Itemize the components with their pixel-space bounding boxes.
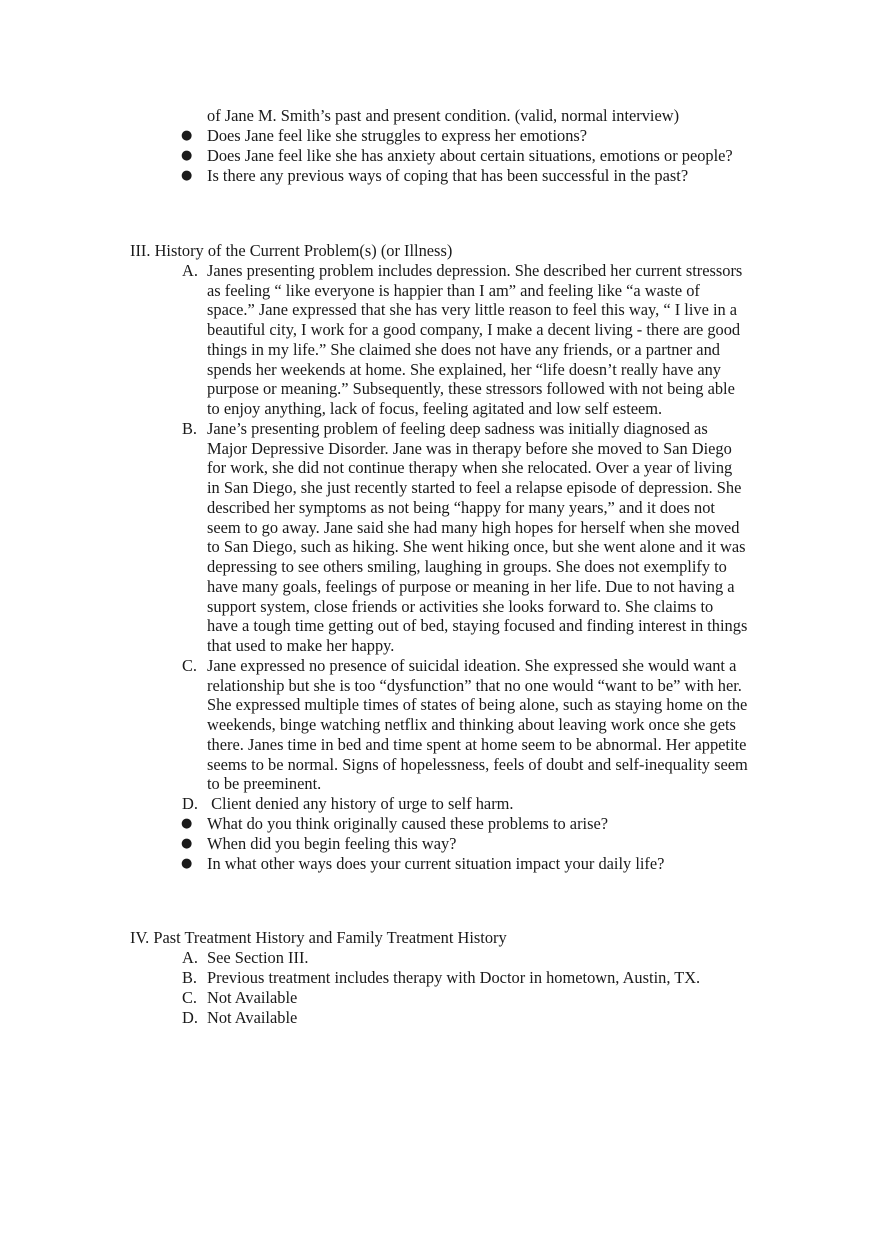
- bullet-icon: ●: [181, 836, 193, 851]
- item-marker-b: B.: [182, 968, 198, 987]
- section-4-heading: IV. Past Treatment History and Family Treatment History: [130, 928, 507, 947]
- paragraph-line: seem to go away. Jane said she had many high hopes for herself when she moved: [207, 518, 740, 537]
- paragraph-line: spends her weekends at home. She explained, her “life doesn’t really have any: [207, 360, 721, 379]
- paragraph-line: things in my life.” She claimed she does not have any friends, or a partner and: [207, 340, 720, 359]
- paragraph-line: space.” Jane expressed that she has very little reason to feel this way, “ I live in a: [207, 300, 738, 319]
- item-marker-d: D.: [182, 1008, 198, 1027]
- paragraph-line: weekends, binge watching netflix and thinking about leaving work once she gets: [207, 715, 736, 734]
- paragraph-line: Jane expressed no presence of suicidal ideation. She expressed she would want a: [207, 656, 737, 675]
- section-3-heading: III. History of the Current Problem(s) (or Illness): [130, 241, 453, 260]
- paragraph-line: as feeling “ like everyone is happier than I am” and feeling like “a waste of: [207, 281, 700, 300]
- item-marker-c: C.: [182, 656, 198, 675]
- paragraph-line: have many goals, feelings of purpose or meaning in her life. Due to not having a: [207, 577, 735, 596]
- paragraph-line: Jane’s presenting problem of feeling deep sadness was initially diagnosed as: [207, 419, 708, 438]
- intro-question: Does Jane feel like she struggles to express her emotions?: [207, 126, 588, 145]
- paragraph-line: to San Diego, such as hiking. She went hiking once, but she went alone and it was: [207, 537, 746, 556]
- paragraph-line: have a tough time getting out of bed, staying focused and finding interest in things: [207, 616, 748, 635]
- item-marker-c: C.: [182, 988, 198, 1007]
- paragraph-line: support system, close friends or activities she looks forward to. She claims to: [207, 597, 714, 616]
- list-item-text: Not Available: [207, 1008, 298, 1027]
- paragraph-line: to enjoy anything, lack of focus, feeling agitated and low self esteem.: [207, 399, 663, 418]
- bullet-icon: ●: [181, 816, 193, 831]
- paragraph-line: to be preeminent.: [207, 774, 322, 793]
- list-item-text: Not Available: [207, 988, 298, 1007]
- bullet-icon: ●: [181, 168, 193, 183]
- intro-continuation: of Jane M. Smith’s past and present condition. (valid, normal interview): [207, 106, 680, 125]
- item-marker-b: B.: [182, 419, 198, 438]
- item-marker-a: A.: [182, 261, 198, 280]
- paragraph-line: depressing to see others smiling, laughing in groups. She does not exemplify to: [207, 557, 727, 576]
- item-marker-a: A.: [182, 948, 198, 967]
- paragraph-line: Janes presenting problem includes depression. She described her current stressors: [207, 261, 743, 280]
- paragraph-line: seems to be normal. Signs of hopelessness, feels of doubt and self-inequality seem: [207, 755, 748, 774]
- list-item-text: Previous treatment includes therapy with Doctor in hometown, Austin, TX.: [207, 968, 701, 987]
- section-3-question: What do you think originally caused these problems to arise?: [207, 814, 609, 833]
- paragraph-line: described her symptoms as not being “happy for many years,” and it does not: [207, 498, 715, 517]
- intro-question: Is there any previous ways of coping that has been successful in the past?: [207, 166, 689, 185]
- paragraph-line: that used to make her happy.: [207, 636, 395, 655]
- intro-question: Does Jane feel like she has anxiety about certain situations, emotions or people?: [207, 146, 733, 165]
- bullet-icon: ●: [181, 148, 193, 163]
- bullet-icon: ●: [181, 128, 193, 143]
- paragraph-line: for work, she did not continue therapy when she relocated. Over a year of living: [207, 458, 733, 477]
- paragraph-line: beautiful city, I work for a good company, I make a decent living - there are good: [207, 320, 741, 339]
- paragraph-line: Client denied any history of urge to self harm.: [207, 794, 514, 813]
- section-3-question: When did you begin feeling this way?: [207, 834, 457, 853]
- paragraph-line: relationship but she is too “dysfunction” that no one would “want to be” with her.: [207, 676, 742, 695]
- paragraph-line: purpose or meaning.” Subsequently, these stressors followed with not being able: [207, 379, 735, 398]
- section-3-question: In what other ways does your current situation impact your daily life?: [207, 854, 665, 873]
- list-item-text: See Section III.: [207, 948, 309, 967]
- bullet-icon: ●: [181, 856, 193, 871]
- paragraph-line: in San Diego, she just recently started to feel a relapse episode of depression. She: [207, 478, 742, 497]
- item-marker-d: D.: [182, 794, 198, 813]
- paragraph-line: She expressed multiple times of states of being alone, such as staying home on the: [207, 695, 748, 714]
- paragraph-line: Major Depressive Disorder. Jane was in therapy before she moved to San Diego: [207, 439, 732, 458]
- paragraph-line: there. Janes time in bed and time spent at home seem to be abnormal. Her appetite: [207, 735, 747, 754]
